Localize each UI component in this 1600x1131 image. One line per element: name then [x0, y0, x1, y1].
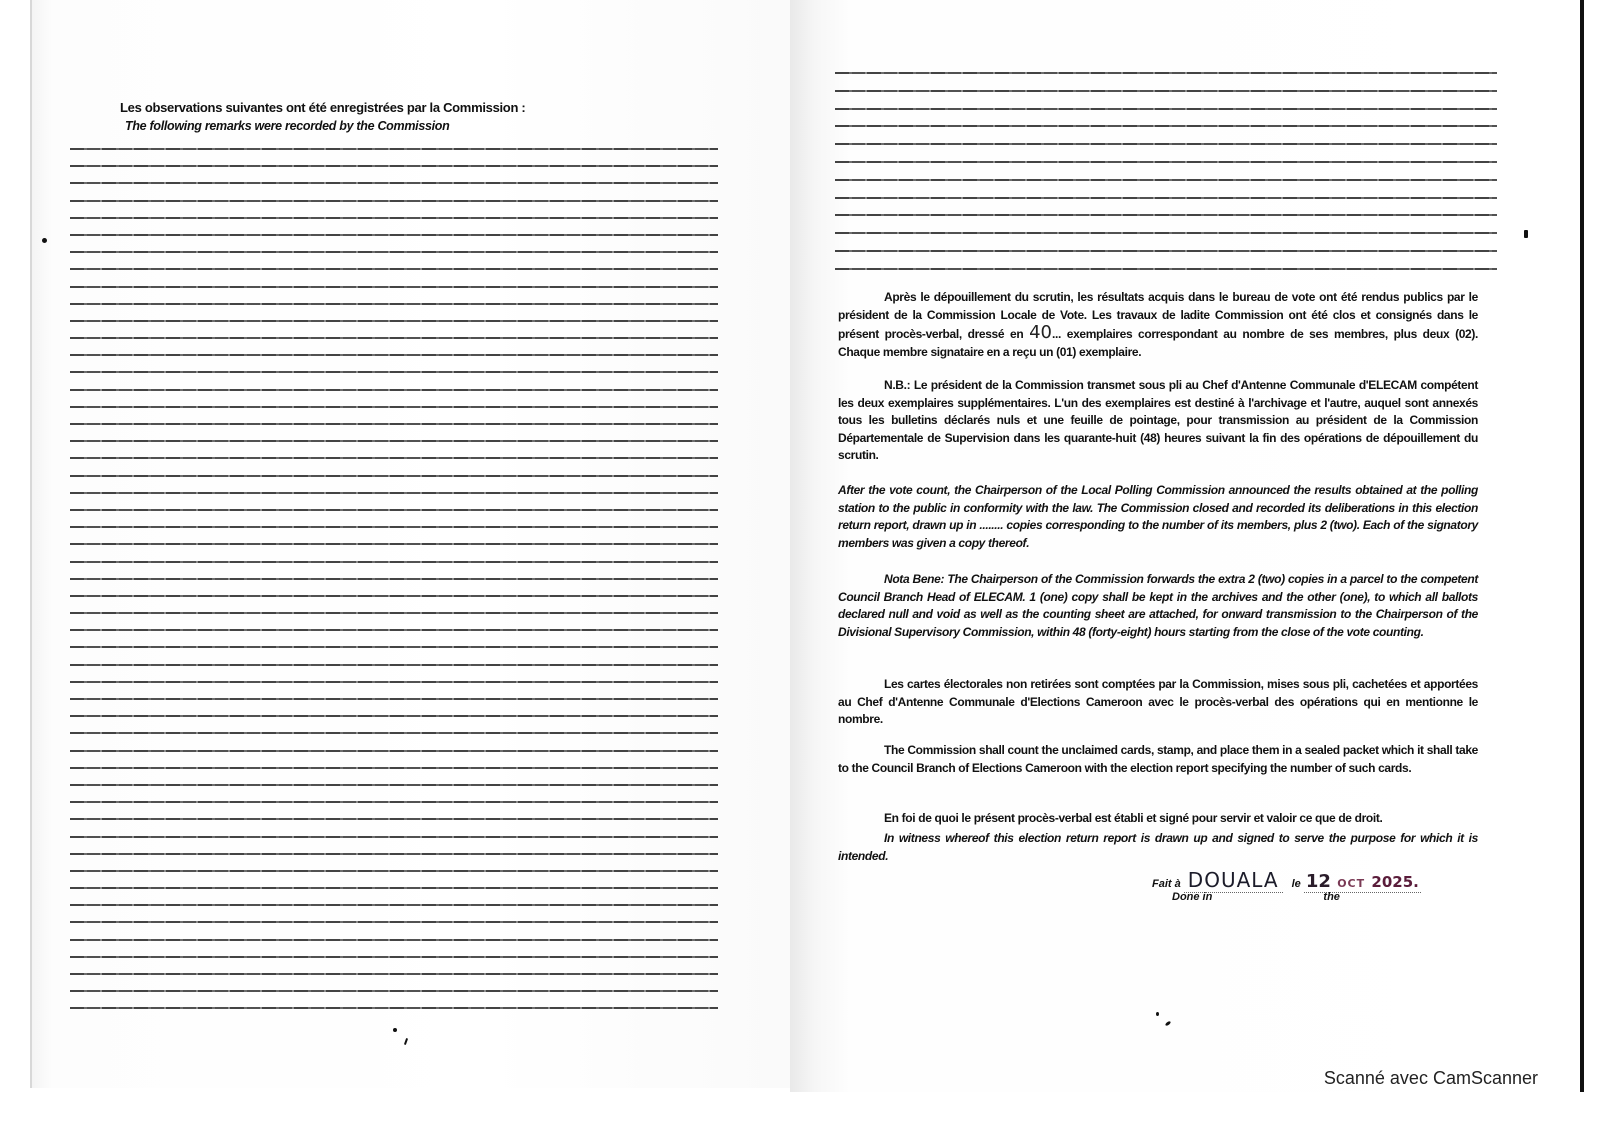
blank-line [70, 251, 718, 253]
blank-line [70, 664, 718, 666]
blank-line [835, 108, 1497, 110]
blank-line [70, 921, 718, 923]
blank-line [70, 939, 718, 941]
copies-count-handwritten: 40 [1029, 322, 1052, 344]
nb-paragraph-fr: N.B.: Le président de la Commission transmet sous pli au Chef d'Antenne Communale d'ELECAM compétent les deux exemplaires supplémentaires. L'un des exemplaires est destiné à l'archivage et l'autre, auquel sont annexés tous les bulletins déclarés nuls et une feuille de pointage, pour transmission au président de la Commission Départementale de Supervision dans les quarante-huit (48) heures suivant la fin des opérations de dépouillement du scrutin. [838, 378, 1478, 463]
blank-line [835, 72, 1497, 74]
remarks-heading-fr: Les observations suivantes ont été enregistrées par la Commission : [120, 100, 526, 115]
blank-line [835, 268, 1497, 270]
blank-line [70, 303, 718, 305]
scan-speck [1524, 230, 1528, 238]
blank-line [70, 440, 718, 442]
blank-line [70, 234, 718, 236]
remarks-heading-en: The following remarks were recorded by the Commission [125, 119, 450, 133]
blank-line [835, 161, 1497, 163]
blank-line [70, 801, 718, 803]
witness-paragraph-en: In witness whereof this election return report is drawn up and signed to serve the purpose for which it is intended. [838, 831, 1478, 863]
blank-line [70, 629, 718, 631]
blank-line [70, 509, 718, 511]
blank-line [835, 250, 1497, 252]
blank-line [70, 475, 718, 477]
blank-line [70, 337, 718, 339]
blank-line [70, 148, 718, 150]
blank-line [70, 767, 718, 769]
scan-speck [42, 238, 47, 243]
blank-line [70, 681, 718, 683]
blank-line [70, 750, 718, 752]
blank-line [70, 595, 718, 597]
blank-line [70, 990, 718, 992]
results-paragraph-fr: Après le dépouillement du scrutin, les résultats acquis dans le bureau de vote ont été rendus publics par le président de la Commission Locale de Vote. Les travaux de ladite Commission ont été clos et consignés dans le présent procès-verbal, dressé en 40... exemplaires correspondant au nombre de ses membres, plus deux (02). Chaque membre signataire en a reçu un (01) exemplaire. [838, 290, 1478, 359]
blank-line [835, 232, 1497, 234]
blank-line [70, 784, 718, 786]
blank-line [70, 423, 718, 425]
remarks-blank-lines [70, 148, 718, 1025]
blank-line [70, 320, 718, 322]
blank-line [70, 887, 718, 889]
blank-line [70, 646, 718, 648]
results-paragraph-en: After the vote count, the Chairperson of the Local Polling Commission announced the results obtained at the polling station to the public in conformity with the law. The Commission closed and recorded its deliberations in this election return report, drawn up in ........ copies corresponding to the number of its members, plus 2 (two). Each of the signatory members was given a copy thereof. [838, 483, 1478, 550]
blank-line [70, 200, 718, 202]
blank-line [70, 1007, 718, 1009]
blank-line [70, 389, 718, 391]
blank-line [70, 286, 718, 288]
blank-line [70, 698, 718, 700]
signature-place-date: Fait à DOUALA le 12 OCT 2025. [1152, 868, 1419, 892]
blank-line [70, 715, 718, 717]
blank-line [70, 870, 718, 872]
camscanner-watermark: Scanné avec CamScanner [1323, 1068, 1538, 1088]
scan-speck [1156, 1012, 1159, 1016]
unclaimed-cards-paragraph-fr: Les cartes électorales non retirées sont comptées par la Commission, mises sous pli, cachetées et apportées au Chef d'Antenne Communale d'Elections Cameroon avec le procès-verbal des opérations qui en mentionne le nombre. [838, 677, 1478, 727]
blank-line [70, 818, 718, 820]
blank-line [70, 956, 718, 958]
blank-line [70, 165, 718, 167]
scan-speck [393, 1028, 397, 1032]
witness-paragraph-fr: En foi de quoi le présent procès-verbal est établi et signé pour servir et valoir ce que de droit. [884, 811, 1383, 825]
blank-line [70, 612, 718, 614]
blank-line [70, 268, 718, 270]
blank-line [70, 836, 718, 838]
blank-line [70, 457, 718, 459]
blank-line [70, 354, 718, 356]
blank-line [70, 578, 718, 580]
blank-line [835, 125, 1497, 127]
blank-line [835, 90, 1497, 92]
blank-line [70, 492, 718, 494]
blank-line [835, 197, 1497, 199]
blank-line [70, 526, 718, 528]
blank-line [70, 853, 718, 855]
blank-line [70, 406, 718, 408]
signature-labels-en: Done in the [1172, 891, 1340, 903]
blank-line [70, 182, 718, 184]
blank-line [835, 143, 1497, 145]
blank-line [70, 217, 718, 219]
blank-line [70, 561, 718, 563]
unclaimed-cards-paragraph-en: The Commission shall count the unclaimed cards, stamp, and place them in a sealed packet which it shall take to the Council Branch of Elections Cameroon with the election report specifying the number of such cards. [838, 743, 1478, 775]
nota-bene-paragraph-en: Nota Bene: The Chairperson of the Commission forwards the extra 2 (two) copies in a parcel to the competent Council Branch Head of ELECAM. 1 (one) copy shall be kept in the archives and the other (one), to which all ballots declared null and void as well as the counting sheet are attached, for onward transmission to the Chairperson of the Divisional Supervisory Commission, within 48 (forty-eight) hours starting from the close of the vote counting. [838, 572, 1479, 639]
blank-line [70, 973, 718, 975]
blank-line [70, 371, 718, 373]
blank-line [70, 543, 718, 545]
blank-line [70, 904, 718, 906]
blank-line [835, 179, 1497, 181]
city-handwritten: DOUALA [1184, 868, 1283, 893]
remarks-continued-blank-lines [835, 72, 1497, 286]
blank-line [835, 214, 1497, 216]
date-handwritten: 12 OCT 2025. [1305, 871, 1419, 892]
blank-line [70, 732, 718, 734]
